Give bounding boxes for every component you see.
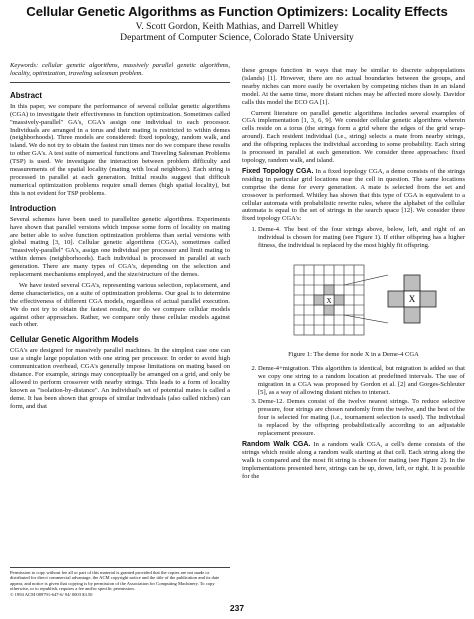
left-column	[10, 62, 230, 414]
deme-4-text: Deme-4. The best of the four strings above, below, left, and right of an individual is chosen for mating (see Figure 1). If either offspring has a higher fitness, the individual is replaced by the most highly fit offspring.	[258, 226, 465, 250]
fixed-topology-text: In a fixed topology CGA, a deme consists of the strings residing in particular grid locations near the cell in question. The same locations comprise the deme for every generation. A mate is selected from the set and crossover is performed. Whitley has shown that this type of CGA is equivalent to a cellular automata with probabilistic rewrite rules, where the alphabet of the cellular automata is equal to the set of strings in the search space [12]. We consider three fixed topology CGA's:	[242, 167, 465, 223]
center-cell-label: X	[326, 296, 332, 305]
random-walk-paragraph	[242, 441, 465, 481]
introduction-heading: Introduction	[10, 203, 57, 213]
fixed-topology-list-continued	[242, 365, 465, 438]
copyright-line: © 1994 ACM 089791-647-6/ 94/ 0003 $3.50	[10, 591, 93, 597]
abstract-heading: Abstract	[10, 90, 43, 100]
deme-4-diagram	[242, 253, 465, 349]
list-item-deme-4-migration	[258, 365, 465, 397]
keywords: Keywords: cellular genetic algorithms, massively parallel genetic algorithms, locality, optimization, traveling salesman problem.	[10, 62, 230, 77]
paper-authors: V. Scott Gordon, Keith Mathias, and Darrell Whitley	[135, 21, 339, 32]
fixed-topology-list	[242, 226, 465, 250]
zoom-lines	[344, 275, 388, 323]
introduction-paragraph-2: We have tested several CGA's, representing various selection, replacement, and deme characteristics, on a suite of optimization problems. Our goal is to determine the effectiveness of different CGA models, regardless of actual parallel execution. We do not try to obtain the fastest results, nor do we compare cellular models against other approaches. Rather, we compare only these cellular models against each other.	[10, 281, 230, 329]
fixed-topology-paragraph	[242, 168, 465, 223]
cga-models-paragraph-1: CGA's are designed for massively parallel machines. In the simplest case one can use a single large population with one string per processor. In order to avoid high communication overhead, CGA's generally impose limitations on mating based on distance. For example, strings may conceptually be arranged on a grid, and only be allowed to perform crossover with nearby strings. This leads to a form of locality known as "isolation-by-distance". An individual's set of potential mates is called a deme. It has been shown that groups of similar individuals (also called niches) can form, and that	[10, 347, 230, 410]
page-number: 237	[229, 603, 245, 613]
introduction-paragraph-1: Several schemes have been used to parallelize genetic algorithms. Experiments have shown that parallel versions which impose some form of locality on mating are better able to solve function optimization problems than serial versions with global mating [3, 10]. Cellular genetic algorithms (CGA), sometimes called "massively-parallel" GA's, assign one individual per processor and limit mating to within demes (neighborhoods). Each individual is processed in parallel at each generation. There are many types of CGA's, depending on the selection and replacement mechanisms employed, and the size/structure of the demes.	[10, 215, 230, 279]
random-walk-lead: Random Walk CGA.	[242, 441, 311, 448]
permission-notice	[10, 567, 230, 597]
list-item-deme-4	[258, 226, 465, 250]
right-paragraph-1: these groups function in ways that may be similar to discrete subpopulations (islands) [1]. However, there are no actual boundaries between the groups, and nearby niches can more easily be overtaken by competing niches than in an island model. At the same time, more distant niches may be affected more slowly. Davidor calls this model the ECO GA [1].	[242, 67, 465, 106]
right-column	[242, 67, 465, 484]
figure-1-caption: Figure 1: The deme for node X in a Deme-4 CGA	[288, 350, 419, 358]
figure-1	[242, 253, 465, 349]
keywords-divider	[10, 82, 230, 83]
random-walk-text: In a random walk CGA, a cell's deme consists of the strings which reside along a random walk starting at that cell. Each string along the walk is compared and the most fit string is chosen for mating (see Figure 2). In the implementations presented here, strings can be up, down, left, or right. It is possible for the	[242, 441, 466, 480]
paper-title: Cellular Genetic Algorithms as Function Optimizers: Locality Effects	[26, 4, 448, 19]
fixed-topology-lead: Fixed Topology CGA.	[242, 167, 314, 175]
magnified-cell-label: X	[408, 293, 416, 304]
paper-affiliation: Department of Computer Science, Colorado State University	[120, 32, 354, 43]
list-item-deme-12	[258, 398, 465, 438]
cga-models-heading: Cellular Genetic Algorithm Models	[10, 335, 139, 345]
deme-12-text: Deme-12. Demes consist of the twelve nearest strings. To reduce selective pressure, four strings are chosen randomly from the twelve, and the best of the four is selected for mating (i.e., tournament selection is used). The individual is replaced by the offspring probabilistically according to an adjustable replacement pressure.	[258, 398, 465, 438]
permission-text: Permission to copy without fee all or part of this material is granted provided that the copies are not made or distributed for direct commercial advantage, the ACM copyright notice and the title of the publication and its date appear, and notice is given that copying is by permission of the Association for Computing Machinery. To copy otherwise, or to republish, requires a fee and/or specific permission.	[10, 570, 220, 592]
deme-4-migration-text: Deme-4+migration. This algorithm is identical, but migration is added so that we copy one string to a random location at predefined intervals. The use of migration in a CGA was proposed by Gordon et al. [2] and Gorges-Schleuter [5], as a way of allowing distant niches to interact.	[258, 364, 465, 396]
right-paragraph-2: Current literature on parallel genetic algorithms includes several examples of CGA implementation [1, 3, 6, 9]. We consider cellular genetic algorithms wherein cells reside on a torus (the strings form a grid where the edges of the grid wrap-around). Each resident individual (i.e., string) selects a mate from nearby strings, and the offspring replaces the individual according to some probability. Each string is processed in parallel at each generation. We consider three approaches: fixed topology, random walk, and island.	[242, 109, 465, 164]
abstract-text: In this paper, we compare the performance of several cellular genetic algorithms (CGA) to investigate their effectiveness in function optimization. Sometimes called "massively-parallel" GA's, CGA's assign one individual to each processor. Individuals are arranged in a torus and their mating is restricted to within demes (neighborhoods). Three models are considered: fixed topology, random walk, and island. We do not try to obtain the fastest run times nor do we compare these results to other GA's. A test suite of numerical functions and Traveling Salesman Problems (TSP) is used. We investigate the interaction between problem difficulty and measurements of the spatial locality (mating with local neighbors). Each string is processed in parallel at each generation. Initial results suggest that difficult numerical optimization problems require small demes (high spatial locality), but this is not evident for TSP problems.	[10, 102, 230, 197]
